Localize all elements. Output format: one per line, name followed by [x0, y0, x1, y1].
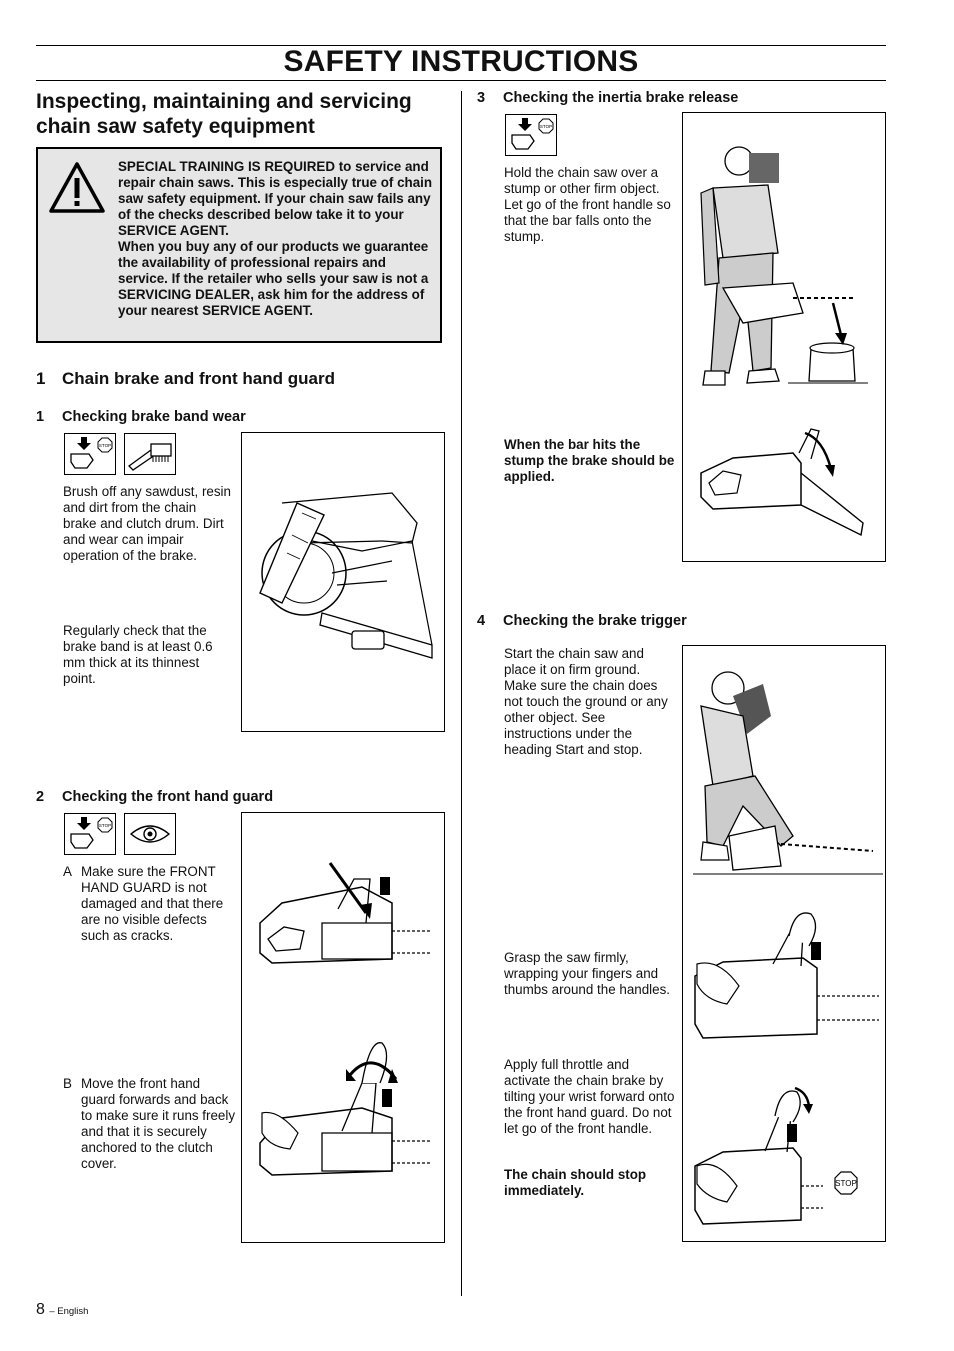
- warning-text: SPECIAL TRAINING IS REQUIRED to service and repair chain saws. This is especially true of chain saw safety equipment. If your chain saw fails any of the checks described below take it to your SERVICE AGENT. When you buy any of our products we guarantee the availability of professional repairs and service. If the retailer who sells your saw is not a SERVICING DEALER, ask him for the address of your nearest SERVICE AGENT.: [118, 159, 433, 318]
- trigger-result: The chain should stop immediately.: [504, 1167, 647, 1198]
- trigger-heading: [477, 612, 687, 630]
- brake-band-title: Checking brake band wear: [62, 409, 246, 425]
- inertia-number: 3: [477, 90, 486, 106]
- brake-band-number: 1: [36, 409, 45, 425]
- footer-language: – English: [49, 1306, 89, 1317]
- column-divider: [461, 91, 462, 1296]
- hand-guard-figure: [241, 812, 445, 1243]
- stop-brake-icon: [64, 813, 116, 855]
- chain-brake-title: Chain brake and front hand guard: [62, 369, 335, 388]
- inertia-title: Checking the inertia brake release: [503, 90, 739, 106]
- stop-brake-icon: [505, 114, 557, 156]
- stop-brake-icon: [64, 433, 116, 475]
- hand-guard-number: 2: [36, 789, 45, 805]
- trigger-text-1: Start the chain saw and place it on firm ground. Make sure the chain does not touch the ground or any other object. See instructions under the heading Start and stop.: [504, 646, 668, 757]
- step-a-label: A: [63, 864, 72, 879]
- section-title: Inspecting, maintaining and servicing chain saw safety equipment: [36, 90, 412, 138]
- hand-guard-title: Checking the front hand guard: [62, 789, 274, 805]
- inertia-heading: [477, 89, 738, 107]
- stop-sign-text: STOP: [835, 1179, 857, 1188]
- warning-box: [36, 147, 442, 343]
- hand-guard-heading: [36, 788, 273, 806]
- chain-brake-heading: [36, 369, 335, 389]
- brush-icon: [124, 433, 176, 475]
- page-footer: [36, 1301, 88, 1319]
- page-title: SAFETY INSTRUCTIONS: [283, 45, 639, 78]
- warning-triangle-icon: [48, 161, 106, 215]
- svg-text:STOP: STOP: [539, 124, 553, 129]
- brake-band-heading: [36, 408, 246, 426]
- svg-text:STOP: STOP: [98, 823, 112, 828]
- trigger-text-3: Apply full throttle and activate the chain brake by tilting your wrist forward onto the front hand guard. Do not let go of the front handle.: [504, 1057, 675, 1136]
- eye-icon: [124, 813, 176, 855]
- header-bottom-rule: [36, 80, 886, 81]
- trigger-text-2: Grasp the saw firmly, wrapping your fingers and thumbs around the handles.: [504, 950, 671, 997]
- chain-brake-number: 1: [36, 369, 46, 388]
- step-a-text: Make sure the FRONT HAND GUARD is not damaged and that there are no visible defects such as cracks.: [81, 864, 224, 943]
- trigger-title: Checking the brake trigger: [503, 613, 687, 629]
- step-b-text: Move the front hand guard forwards and back to make sure it runs freely and that it is securely anchored to the clutch cover.: [81, 1076, 236, 1171]
- page-number: 8: [36, 1301, 45, 1318]
- trigger-number: 4: [477, 613, 486, 629]
- brake-band-text-1: Brush off any sawdust, resin and dirt from the chain brake and clutch drum. Dirt and wear can impair operation of the brake.: [63, 484, 231, 563]
- brake-band-figure: [241, 432, 445, 732]
- inertia-text: Hold the chain saw over a stump or other firm object. Let go of the front handle so that the bar falls onto the stump.: [504, 165, 671, 244]
- step-b-label: B: [63, 1076, 72, 1091]
- trigger-figure: [682, 645, 886, 1242]
- inertia-result: When the bar hits the stump the brake should be applied.: [504, 437, 675, 484]
- svg-text:STOP: STOP: [98, 443, 112, 448]
- inertia-figure: [682, 112, 886, 562]
- brake-band-text-2: Regularly check that the brake band is at least 0.6 mm thick at its thinnest point.: [63, 623, 213, 686]
